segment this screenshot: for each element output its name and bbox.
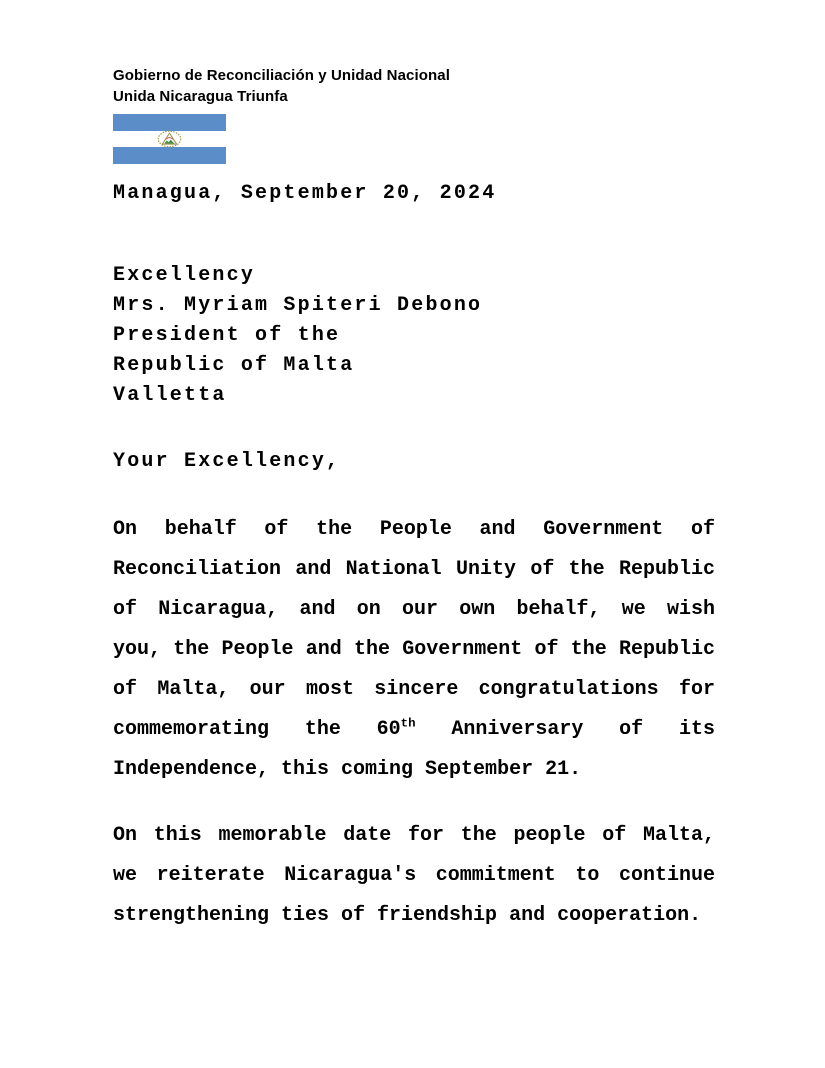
text-line: President of the [113, 324, 341, 347]
nicaragua-flag [113, 114, 226, 164]
flag-stripe-blue-bottom [113, 147, 226, 164]
text-line: of Nicaragua, and on our own behalf, we wish [113, 598, 715, 621]
recipient-address [113, 261, 715, 411]
text-line: commemorating the 60th Anniversary of its [113, 716, 715, 741]
body-paragraph-1 [113, 510, 715, 790]
text-line: Valletta [113, 384, 227, 407]
org-name: Gobierno de Reconciliación y Unidad Nacional [113, 67, 450, 84]
letterhead [113, 65, 715, 107]
text-line: you, the People and the Government of the Republic [113, 638, 715, 661]
text-line: we reiterate Nicaragua's commitment to continue [113, 864, 715, 887]
date-line: Managua, September 20, 2024 [113, 182, 497, 205]
coat-of-arms-icon [156, 130, 183, 148]
body-paragraph-2 [113, 816, 715, 936]
salutation: Your Excellency, [113, 450, 341, 473]
text-line: strengthening ties of friendship and cooperation. [113, 904, 702, 927]
ordinal-superscript: th [400, 716, 416, 731]
flag-stripe-blue-top [113, 114, 226, 131]
text-line: of Malta, our most sincere congratulations for [113, 678, 715, 701]
text-line: On behalf of the People and Government of [113, 518, 715, 541]
text-line: Republic of Malta [113, 354, 355, 377]
org-motto: Unida Nicaragua Triunfa [113, 88, 288, 105]
text-line: Independence, this coming September 21. [113, 758, 582, 781]
text-line: Reconciliation and National Unity of the Republic [113, 558, 715, 581]
letter-content [113, 0, 715, 936]
text-line: Excellency [113, 264, 256, 287]
text-line: On this memorable date for the people of Malta, [113, 824, 715, 847]
text-line: Mrs. Myriam Spiteri Debono [113, 294, 483, 317]
